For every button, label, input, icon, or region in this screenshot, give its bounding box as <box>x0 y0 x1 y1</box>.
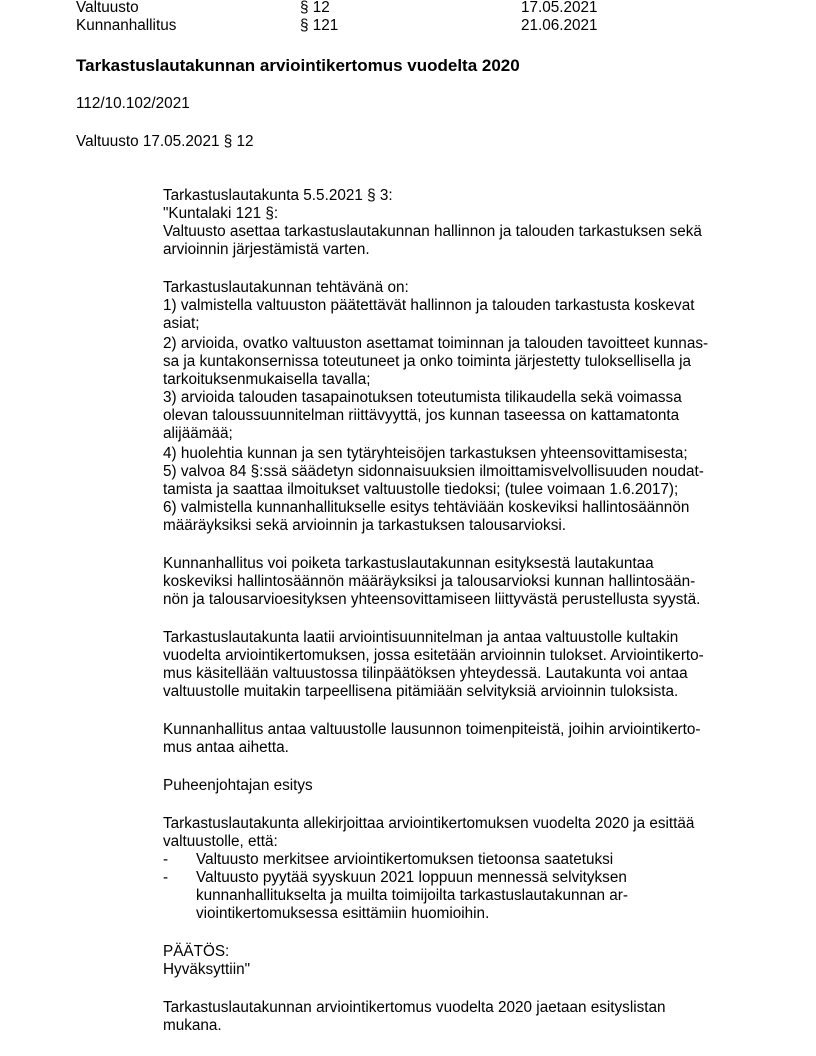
duties-line: olevan taloussuunnitelman riittävyyttä, jos kunnan taseessa on kattamatonta <box>163 407 680 424</box>
closing-line: Tarkastuslautakunnan arviointikertomus vuodelta 2020 jaetaan esityslistan <box>163 999 666 1016</box>
diary-number: 112/10.102/2021 <box>76 95 190 112</box>
closing-line: mukana. <box>163 1017 222 1034</box>
list-item-continuation: viointikertomuksessa esittämiin huomioihin. <box>196 905 490 922</box>
duties-line: määräyksiksi sekä arvioinnin ja tarkastuksen talousarvioksi. <box>163 517 566 534</box>
chair-heading: Puheenjohtajan esitys <box>163 777 313 794</box>
document-title: Tarkastuslautakunnan arviointikertomus vuodelta 2020 <box>76 56 520 75</box>
duties-line: 2) arvioida, ovatko valtuuston asettamat toiminnan ja talouden tavoitteet kunnas- <box>163 335 709 352</box>
duties-line: 6) valmistella kunnanhallitukselle esitys tehtäviään koskeviksi hallintosäännön <box>163 499 690 516</box>
intro-line: Tarkastuslautakunta 5.5.2021 § 3: <box>163 187 393 204</box>
duties-line: sa ja kuntakonsernissa toteutuneet ja onko toiminta järjestetty tuloksellisella ja <box>163 353 692 370</box>
duties-line: alijäämää; <box>163 425 233 442</box>
history-section-2: § 121 <box>300 17 339 34</box>
history-date-2: 21.06.2021 <box>521 17 598 34</box>
plan-line: vuodelta arviointikertomuksen, jossa esitetään arvioinnin tulokset. Arviointikerto- <box>163 647 704 664</box>
history-date-1: 17.05.2021 <box>521 0 598 16</box>
proposal-line: valtuustolle, että: <box>163 833 278 850</box>
plan-line: valtuustolle muitakin tarpeellisena pitämiään selvityksiä arvioinnin tuloksista. <box>163 683 679 700</box>
list-item: Valtuusto merkitsee arviointikertomuksen tietoonsa saatetuksi <box>196 851 614 868</box>
duties-line: 4) huolehtia kunnan ja sen tytäryhteisöjen tarkastuksen yhteensovittamisesta; <box>163 445 688 462</box>
decision-heading: PÄÄTÖS: <box>163 943 230 960</box>
intro-line: Valtuusto asettaa tarkastuslautakunnan hallinnon ja talouden tarkastuksen sekä <box>163 223 702 240</box>
intro-line: arvioinnin järjestämistä varten. <box>163 241 370 258</box>
plan-line: mus käsitellään valtuustossa tilinpäätöksen yhteydessä. Lautakunta voi antaa <box>163 665 688 682</box>
intro-line: "Kuntalaki 121 §: <box>163 205 279 222</box>
duties-line: 1) valmistella valtuuston päätettävät hallinnon ja talouden tarkastusta koskevat <box>163 297 695 314</box>
board-line: nön ja talousarvioesityksen yhteensovittamiseen liittyvästä perustellusta syystä. <box>163 591 701 608</box>
duties-line: 3) arvioida talouden tasapainotuksen toteutumista tilikaudella sekä voimassa <box>163 389 682 406</box>
duties-line: tarkoituksenmukaisella tavalla; <box>163 371 371 388</box>
list-item: Valtuusto pyytää syyskuun 2021 loppuun mennessä selvityksen <box>196 869 627 886</box>
list-item-continuation: kunnanhallitukselta ja muilta toimijoilta tarkastuslautakunnan ar- <box>196 887 628 904</box>
duties-line: Tarkastuslautakunnan tehtävänä on: <box>163 279 409 296</box>
plan-line: Tarkastuslautakunta laatii arviointisuunnitelman ja antaa valtuustolle kultakin <box>163 629 679 646</box>
statement-line: Kunnanhallitus antaa valtuustolle lausunnon toimenpiteistä, joihin arviointikerto- <box>163 721 701 738</box>
board-line: koskeviksi hallintosäännön määräyksiksi ja talousarvioksi kunnan hallintosään- <box>163 573 696 590</box>
bullet-marker: - <box>163 869 169 886</box>
duties-line: 5) valvoa 84 §:ssä säädetyn sidonnaisuuksien ilmoittamisvelvollisuuden noudat- <box>163 463 704 480</box>
duties-line: asiat; <box>163 315 200 332</box>
proposal-line: Tarkastuslautakunta allekirjoittaa arviointikertomuksen vuodelta 2020 ja esittää <box>163 815 695 832</box>
history-body-2: Kunnanhallitus <box>76 17 177 34</box>
meeting-reference: Valtuusto 17.05.2021 § 12 <box>76 133 254 150</box>
statement-line: mus antaa aihetta. <box>163 739 289 756</box>
duties-line: tamista ja saattaa ilmoitukset valtuustolle tiedoksi; (tulee voimaan 1.6.2017); <box>163 481 679 498</box>
bullet-marker: - <box>163 851 169 868</box>
board-line: Kunnanhallitus voi poiketa tarkastuslautakunnan esityksestä lautakuntaa <box>163 555 654 572</box>
history-body-1: Valtuusto <box>76 0 139 16</box>
history-section-1: § 12 <box>300 0 330 16</box>
decision-text: Hyväksyttiin" <box>163 961 251 978</box>
